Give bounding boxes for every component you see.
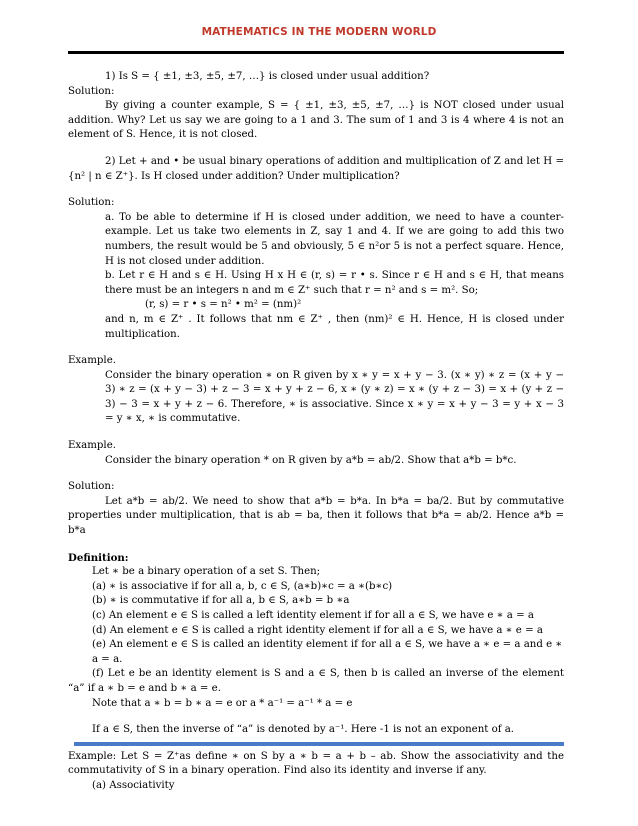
document-body (68, 70, 564, 794)
solution-3-text: Let a*b = ab/2. We need to show that a*b = b*a. In b*a = ba/2. But by commutative properties under multiplication, that is ab = ba, then it follows that b*a = ab/2. Hence a*b = b*a (68, 495, 564, 537)
solution-2b-conclusion: and n, m ∈ Z⁺ . It follows that nm ∈ Z⁺ , then (nm)² ∈ H. Hence, H is closed under multiplication. (105, 313, 564, 340)
solution-label: Solution: (68, 481, 115, 493)
definition-item-f: (f) Let e be an identity element is S and a ∈ S, then b is called an inverse of the element “a” if a ∗ b = e and b ∗ a = e. (68, 668, 564, 694)
solution-2b-equation: (r, s) = r • s = n² • m² = (nm)² (145, 299, 302, 311)
example-label: Example. (68, 355, 116, 367)
example-1-text: Consider the binary operation ∗ on R given by x ∗ y = x + y − 3. (x ∗ y) ∗ z = (x + y − 3) ∗ z = (x + y − 3) + z − 3 = x + y + z − 6, x ∗ (y ∗ z) = x ∗ (y + z − 3) = x + (y + z − 3) − 3 = x + y + z − 6. Therefore, ∗ is associative. Since x ∗ y = x + y − 3 = y + x − 3 = y ∗ x, ∗ is commutative. (105, 369, 564, 425)
question-1: 1) Is S = { ±1, ±3, ±5, ±7, …} is closed under usual addition? (105, 71, 430, 82)
footer-rule (74, 742, 564, 746)
inverse-note: If a ∈ S, then the inverse of “a” is denoted by a⁻¹. Here -1 is not an exponent of a. (92, 724, 515, 736)
definition-intro: Let ∗ be a binary operation of a set S. Then; (92, 566, 321, 578)
definition-item-e: (e) An element e ∈ S is called an identity element if for all a ∈ S, we have a ∗ e = a and e ∗ a = a. (92, 639, 563, 665)
page-header-title: MATHEMATICS IN THE MODERN WORLD (201, 26, 437, 38)
example-3-text: Example: Let S = Z⁺as define ∗ on S by a ∗ b = a + b – ab. Show the associativity and the commutativity of S in a binary operation. Find also its identity and inverse if any. (68, 750, 564, 777)
associativity-heading: (a) Associativity (92, 779, 175, 791)
definition-heading: Definition: (68, 551, 129, 564)
question-2: 2) Let + and • be usual binary operations of addition and multiplication of Z and let H = {n² | n ∈ Z⁺}. Is H closed under addition? Under multiplication? (68, 155, 564, 182)
definition-note: Note that a ∗ b = b ∗ a = e or a * a⁻¹ = a⁻¹ * a = e (92, 697, 353, 709)
definition-item-c: (c) An element e ∈ S is called a left identity element if for all a ∈ S, we have e ∗ a = a (92, 610, 534, 621)
solution-label: Solution: (68, 197, 115, 209)
solution-2b: b. Let r ∈ H and s ∈ H. Using H x H ∈ (r, s) = r • s. Since r ∈ H and s ∈ H, that means there must be an integers n and m ∈ Z⁺ such that r = n² and s = m². So; (105, 270, 564, 296)
definition-item-a: (a) ∗ is associative if for all a, b, c ∈ S, (a∗b)∗c = a ∗(b∗c) (92, 580, 393, 592)
solution-1-text: By giving a counter example, S = { ±1, ±3, ±5, ±7, …} is NOT closed under usual addition. Why? Let us say we are going to a 1 and 3. The sum of 1 and 3 is 4 where 4 is not an element of S. Hence, it is not closed. (68, 100, 564, 141)
header-rule (68, 51, 564, 54)
solution-label: Solution: (68, 85, 115, 97)
definition-item-b: (b) ∗ is commutative if for all a, b ∈ S, a∗b = b ∗a (92, 595, 350, 607)
example-2-text: Consider the binary operation * on R given by a*b = ab/2. Show that a*b = b*c. (105, 454, 517, 466)
example-label: Example. (68, 440, 116, 452)
solution-2a: a. To be able to determine if H is closed under addition, we need to have a counter-example. Let us take two elements in Z, say 1 and 4. If we are going to add this two numbers, the result would be 5 and obviously, 5 ∈ n²or 5 is not a perfect square. Hence, H is not closed under addition. (105, 211, 564, 267)
definition-item-d: (d) An element e ∈ S is called a right identity element if for all a ∈ S, we have a ∗ e = a (92, 624, 543, 636)
